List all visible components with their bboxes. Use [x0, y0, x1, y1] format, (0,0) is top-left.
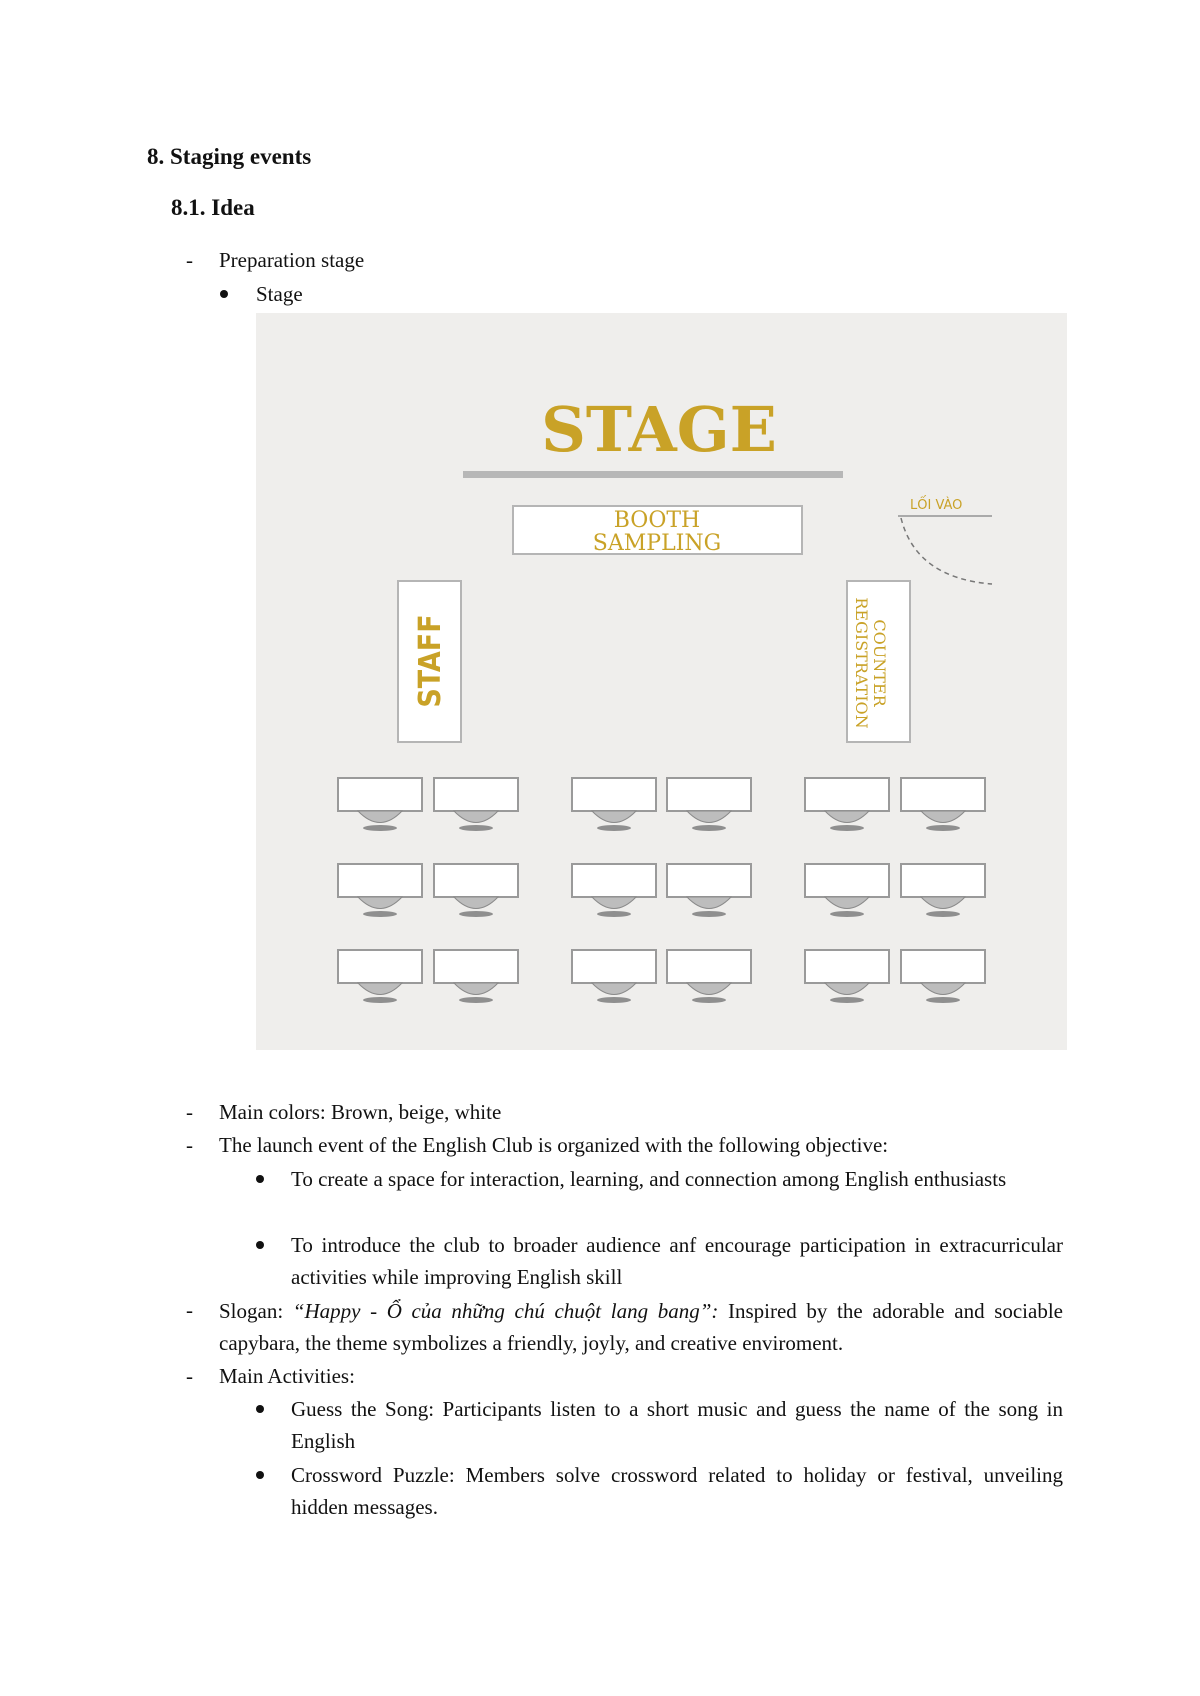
bullet-marker — [256, 1405, 264, 1413]
booth-label-line2: SAMPLING — [592, 531, 722, 556]
audience-table — [572, 864, 656, 897]
bullet-marker — [256, 1471, 264, 1479]
audience-table — [805, 950, 889, 983]
audience-table — [901, 778, 985, 811]
audience-chair-base — [363, 997, 397, 1003]
dash-marker: - — [186, 1100, 193, 1124]
audience-chair-base — [597, 997, 631, 1003]
audience-chair-base — [459, 825, 493, 831]
audience-table — [901, 950, 985, 983]
slogan-text: “Happy - Ổ của những chú chuột lang bang”: — [292, 1299, 719, 1323]
section-heading: 8. Staging events — [147, 144, 312, 169]
dash-marker: - — [186, 1364, 193, 1388]
audience-table — [434, 864, 518, 897]
audience-chair-base — [692, 911, 726, 917]
slogan-description: Inspired by the adorable and sociable capybara, the theme symbolizes a friendly, joyly, and creative enviroment. — [219, 1299, 1063, 1355]
audience-table — [572, 778, 656, 811]
stage-bullet-item: Stage — [256, 282, 303, 306]
audience-chair-base — [363, 825, 397, 831]
audience-chair-base — [363, 911, 397, 917]
audience-chair-base — [597, 825, 631, 831]
audience-chair-base — [926, 997, 960, 1003]
audience-table — [434, 950, 518, 983]
staff-label: STAFF — [413, 614, 448, 708]
bullet-marker — [256, 1241, 264, 1249]
audience-table — [434, 778, 518, 811]
activity-2: Crossword Puzzle: Members solve crossword related to holiday or festival, unveiling hidden messages. — [291, 1463, 1063, 1519]
dash-marker: - — [186, 248, 193, 272]
audience-table — [338, 950, 422, 983]
audience-table — [667, 950, 751, 983]
stage-label: STAGE — [541, 393, 777, 466]
main-colors-item: Main colors: Brown, beige, white — [219, 1100, 502, 1124]
audience-chair-base — [692, 825, 726, 831]
subsection-heading: 8.1. Idea — [171, 195, 255, 220]
stage-floor-plan — [256, 313, 1067, 1050]
audience-table — [338, 864, 422, 897]
audience-table — [338, 778, 422, 811]
bullet-marker — [220, 290, 228, 298]
main-activities-label: Main Activities: — [219, 1364, 355, 1388]
activity-1: Guess the Song: Participants listen to a short music and guess the name of the song in English — [291, 1397, 1063, 1453]
objective-1: To create a space for interaction, learning, and connection among English enthusiasts — [291, 1167, 1007, 1191]
audience-table — [667, 864, 751, 897]
audience-table — [667, 778, 751, 811]
preparation-stage-item: Preparation stage — [219, 248, 365, 272]
entrance-label: LỐI VÀO — [910, 498, 963, 513]
audience-chair-base — [830, 825, 864, 831]
audience-chair-base — [692, 997, 726, 1003]
audience-chair-base — [830, 911, 864, 917]
stage-bar — [463, 471, 843, 478]
registration-label-line1: REGISTRATION — [852, 597, 871, 729]
audience-table — [805, 778, 889, 811]
booth-label-line1: BOOTH — [613, 508, 701, 533]
dash-marker: - — [186, 1133, 193, 1157]
audience-chair-base — [459, 997, 493, 1003]
audience-chair-base — [597, 911, 631, 917]
launch-intro-item: The launch event of the English Club is organized with the following objective: — [219, 1133, 889, 1157]
registration-label-line2: COUNTER — [870, 619, 889, 707]
slogan-label: Slogan: — [219, 1299, 293, 1323]
audience-chair-base — [830, 997, 864, 1003]
audience-table — [572, 950, 656, 983]
audience-table — [805, 864, 889, 897]
audience-chair-base — [459, 911, 493, 917]
dash-marker: - — [186, 1298, 193, 1322]
bullet-marker — [256, 1175, 264, 1183]
objective-2: To introduce the club to broader audience anf encourage participation in extracurricular activities while improving English skill — [291, 1233, 1063, 1289]
audience-chair-base — [926, 825, 960, 831]
audience-chair-base — [926, 911, 960, 917]
audience-table — [901, 864, 985, 897]
slogan-item — [219, 1295, 1063, 1359]
